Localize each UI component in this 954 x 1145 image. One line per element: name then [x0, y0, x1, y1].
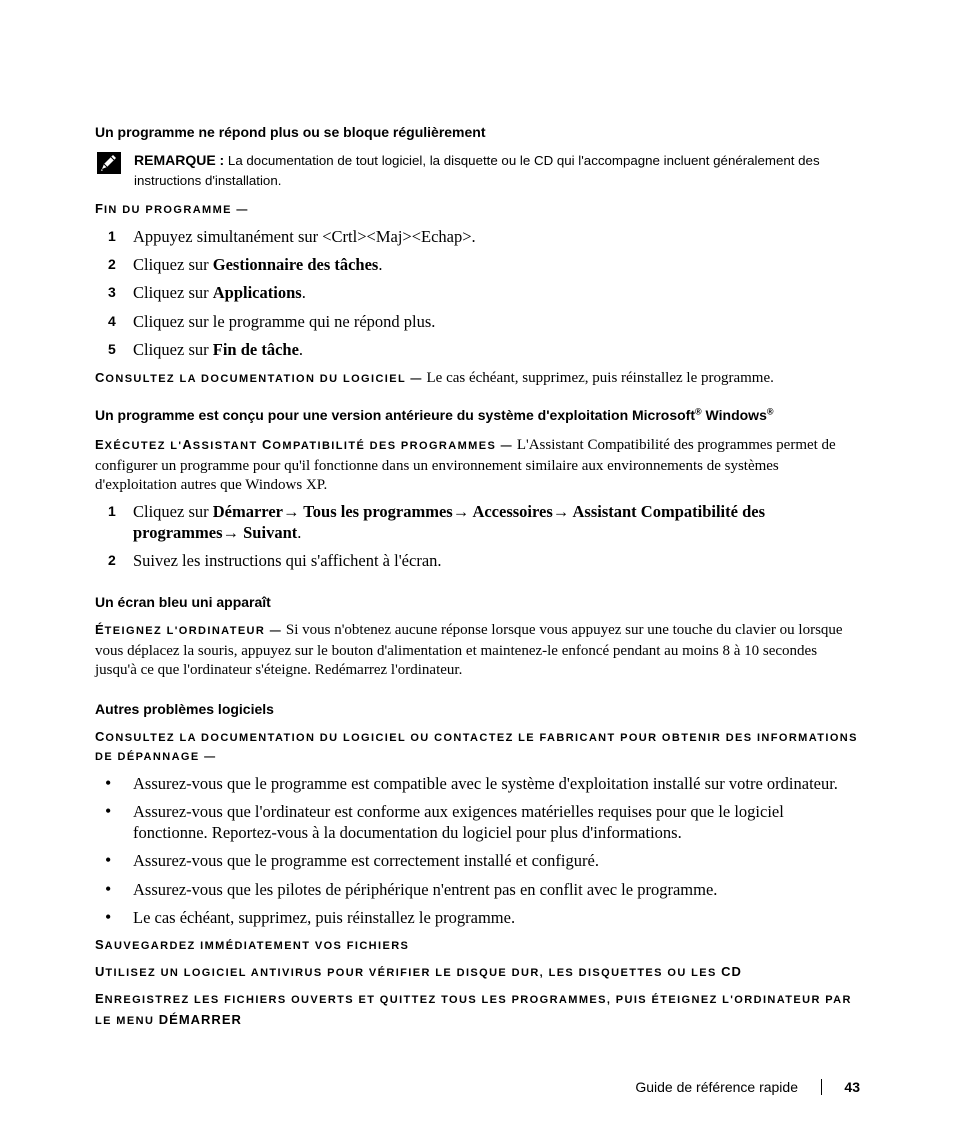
page-number: 43	[844, 1079, 860, 1095]
paragraph-compat-wizard: EXÉCUTEZ L'ASSISTANT COMPATIBILITÉ DES PROGRAMMES — L'Assistant Compatibilité des programmes permet de configurer un programme pour qu'il fonctionne dans un environnement similaire aux environnements de systèmes d'exploitation autres que Windows XP.	[95, 437, 836, 493]
note-body: La documentation de tout logiciel, la disquette ou le CD qui l'accompagne incluent généralement des instructions d'installation.	[134, 153, 820, 188]
subheading-antivirus: UTILISEZ UN LOGICIEL ANTIVIRUS POUR VÉRIFIER LE DISQUE DUR, LES DISQUETTES OU LES CD	[95, 964, 742, 979]
subheading-contact-maker: CONSULTEZ LA DOCUMENTATION DU LOGICIEL OU CONTACTEZ LE FABRICANT POUR OBTENIR DES INFORMATIONS DE DÉPANNAGE —	[95, 729, 858, 763]
note-text	[134, 151, 860, 190]
section-heading-blue-screen: Un écran bleu uni apparaît	[95, 594, 271, 610]
footer-title: Guide de référence rapide	[635, 1079, 798, 1095]
subheading-backup-files: SAUVEGARDEZ IMMÉDIATEMENT VOS FICHIERS	[95, 937, 410, 952]
subheading-end-program: FIN DU PROGRAMME —	[95, 201, 249, 216]
note-pencil-icon	[97, 152, 121, 174]
page-footer	[536, 1077, 860, 1097]
section-heading-older-windows: Un programme est conçu pour une version antérieure du système d'exploitation Microsoft® Windows®	[95, 406, 774, 423]
paragraph-consult-doc: CONSULTEZ LA DOCUMENTATION DU LOGICIEL — Le cas échéant, supprimez, puis réinstallez le programme.	[95, 370, 774, 386]
section-heading-other-problems: Autres problèmes logiciels	[95, 701, 274, 717]
section-heading-not-responding: Un programme ne répond plus ou se bloque régulièrement	[95, 124, 486, 140]
note-label: REMARQUE :	[134, 152, 225, 168]
footer-separator	[821, 1079, 822, 1095]
paragraph-turn-off: ÉTEIGNEZ L'ORDINATEUR — Si vous n'obtenez aucune réponse lorsque vous appuyez sur une touche du clavier ou lorsque vous déplacez la souris, appuyez sur le bouton d'alimentation et maintenez-le enfoncé pendant au moins 8 à 10 secondes jusqu'à ce que l'ordinateur s'éteigne. Redémarrez l'ordinateur.	[95, 622, 843, 678]
subheading-save-and-shutdown: ENREGISTREZ LES FICHIERS OUVERTS ET QUITTEZ TOUS LES PROGRAMMES, PUIS ÉTEIGNEZ L'ORDINATEUR PAR LE MENU DÉMARRER	[95, 991, 852, 1027]
